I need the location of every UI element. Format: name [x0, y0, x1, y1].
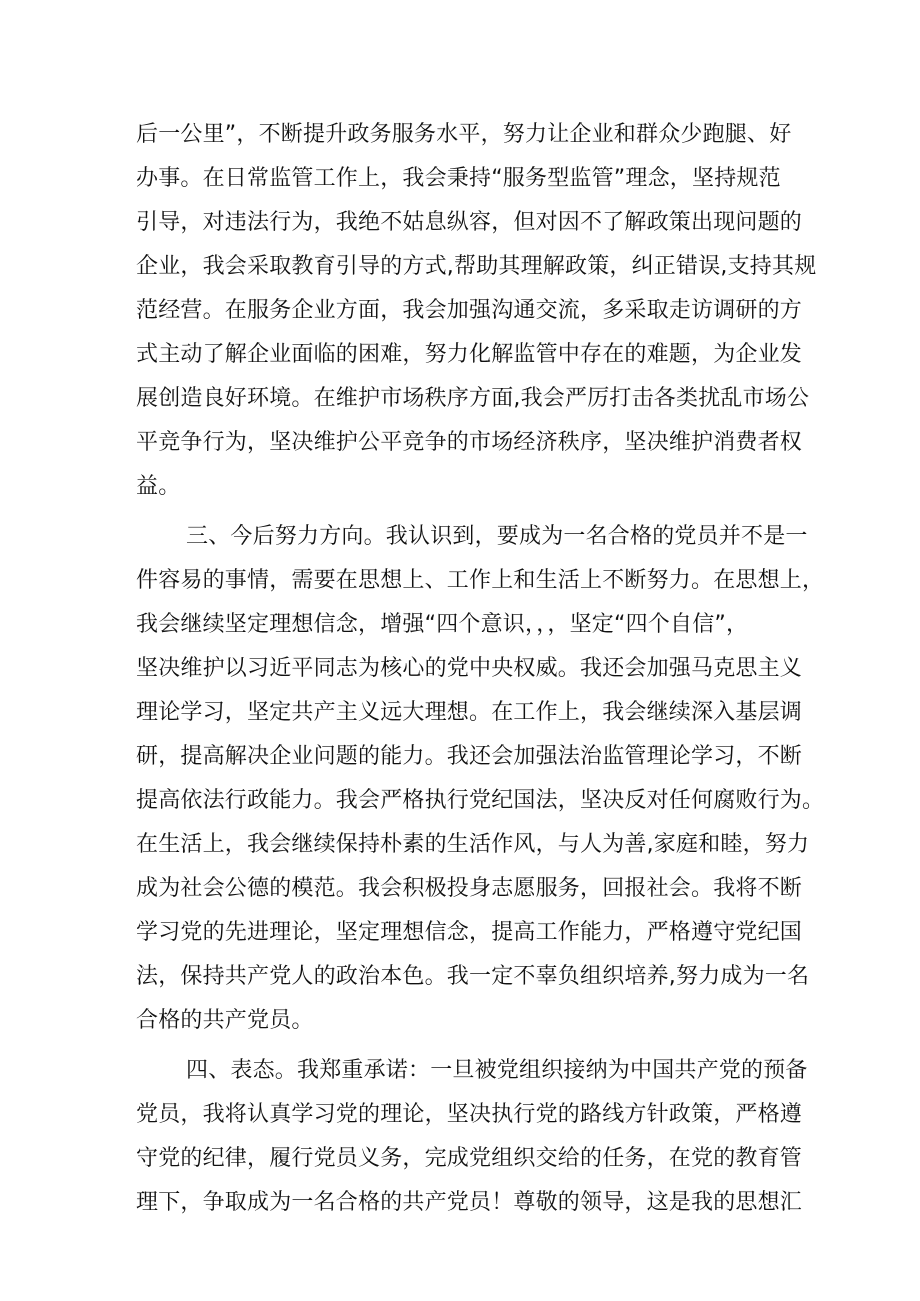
text-line: 在生活上，我会继续保持朴素的生活作风，与人为善,家庭和睦，努力 — [136, 832, 810, 857]
text-line: 件容易的事情，需要在思想上、工作上和生活上不断努力。在思想上， — [136, 568, 825, 593]
text-line: 平竞争行为，坚决维护公平竞争的市场经济秩序，坚决维护消费者权 — [136, 430, 803, 455]
section-four-heading-line: 四、表态。我郑重承诺：一旦被党组织接纳为中国共产党的预备 — [186, 1058, 808, 1083]
section-three-heading-line: 三、今后努力方向。我认识到，要成为一名合格的党员并不是一 — [186, 524, 808, 549]
text-line: 我会继续坚定理想信念，增强“四个意识，，，坚定“四个自信”， — [136, 612, 749, 637]
text-line: 引导，对违法行为，我绝不姑息纵容，但对因不了解政策出现问题的 — [136, 210, 803, 235]
text-line: 范经营。在服务企业方面，我会加强沟通交流，多采取走访调研的方 — [136, 298, 803, 323]
text-line: 守党的纪律，履行党员义务，完成党组织交给的任务，在党的教育管 — [136, 1146, 803, 1171]
text-line: 理下，争取成为一名合格的共产党员！尊敬的领导，这是我的思想汇 — [136, 1190, 803, 1215]
text-line: 式主动了解企业面临的困难，努力化解监管中存在的难题，为企业发 — [136, 342, 803, 367]
text-line: 企业，我会采取教育引导的方式,帮助其理解政策，纠正错误,支持其规 — [136, 254, 817, 279]
text-line: 坚决维护以习近平同志为核心的党中央权威。我还会加强马克思主义 — [136, 656, 803, 681]
text-line: 益。 — [136, 474, 181, 499]
text-line: 研，提高解决企业问题的能力。我还会加强法治监管理论学习，不断 — [136, 744, 803, 769]
text-line: 提高依法行政能力。我会严格执行党纪国法，坚决反对任何腐败行为。 — [136, 788, 825, 813]
text-line: 学习党的先进理论，坚定理想信念，提高工作能力，严格遵守党纪国 — [136, 920, 803, 945]
text-line: 党员，我将认真学习党的理论，坚决执行党的路线方针政策，严格遵 — [136, 1102, 803, 1127]
text-line: 后一公里”，不断提升政务服务水平，努力让企业和群众少跑腿、好 — [136, 122, 792, 147]
text-line: 法，保持共产党人的政治本色。我一定不辜负组织培养,努力成为一名 — [136, 964, 810, 989]
document-body — [136, 113, 825, 1225]
text-line: 展创造良好环境。在维护市场秩序方面,我会严厉打击各类扰乱市场公 — [136, 386, 810, 411]
text-line: 办事。在日常监管工作上，我会秉持“服务型监管”理念，坚持规范 — [136, 166, 781, 191]
text-line: 理论学习，坚定共产主义远大理想。在工作上，我会继续深入基层调 — [136, 700, 803, 725]
text-line: 合格的共产党员。 — [136, 1008, 314, 1033]
text-line: 成为社会公德的模范。我会积极投身志愿服务，回报社会。我将不断 — [136, 876, 803, 901]
